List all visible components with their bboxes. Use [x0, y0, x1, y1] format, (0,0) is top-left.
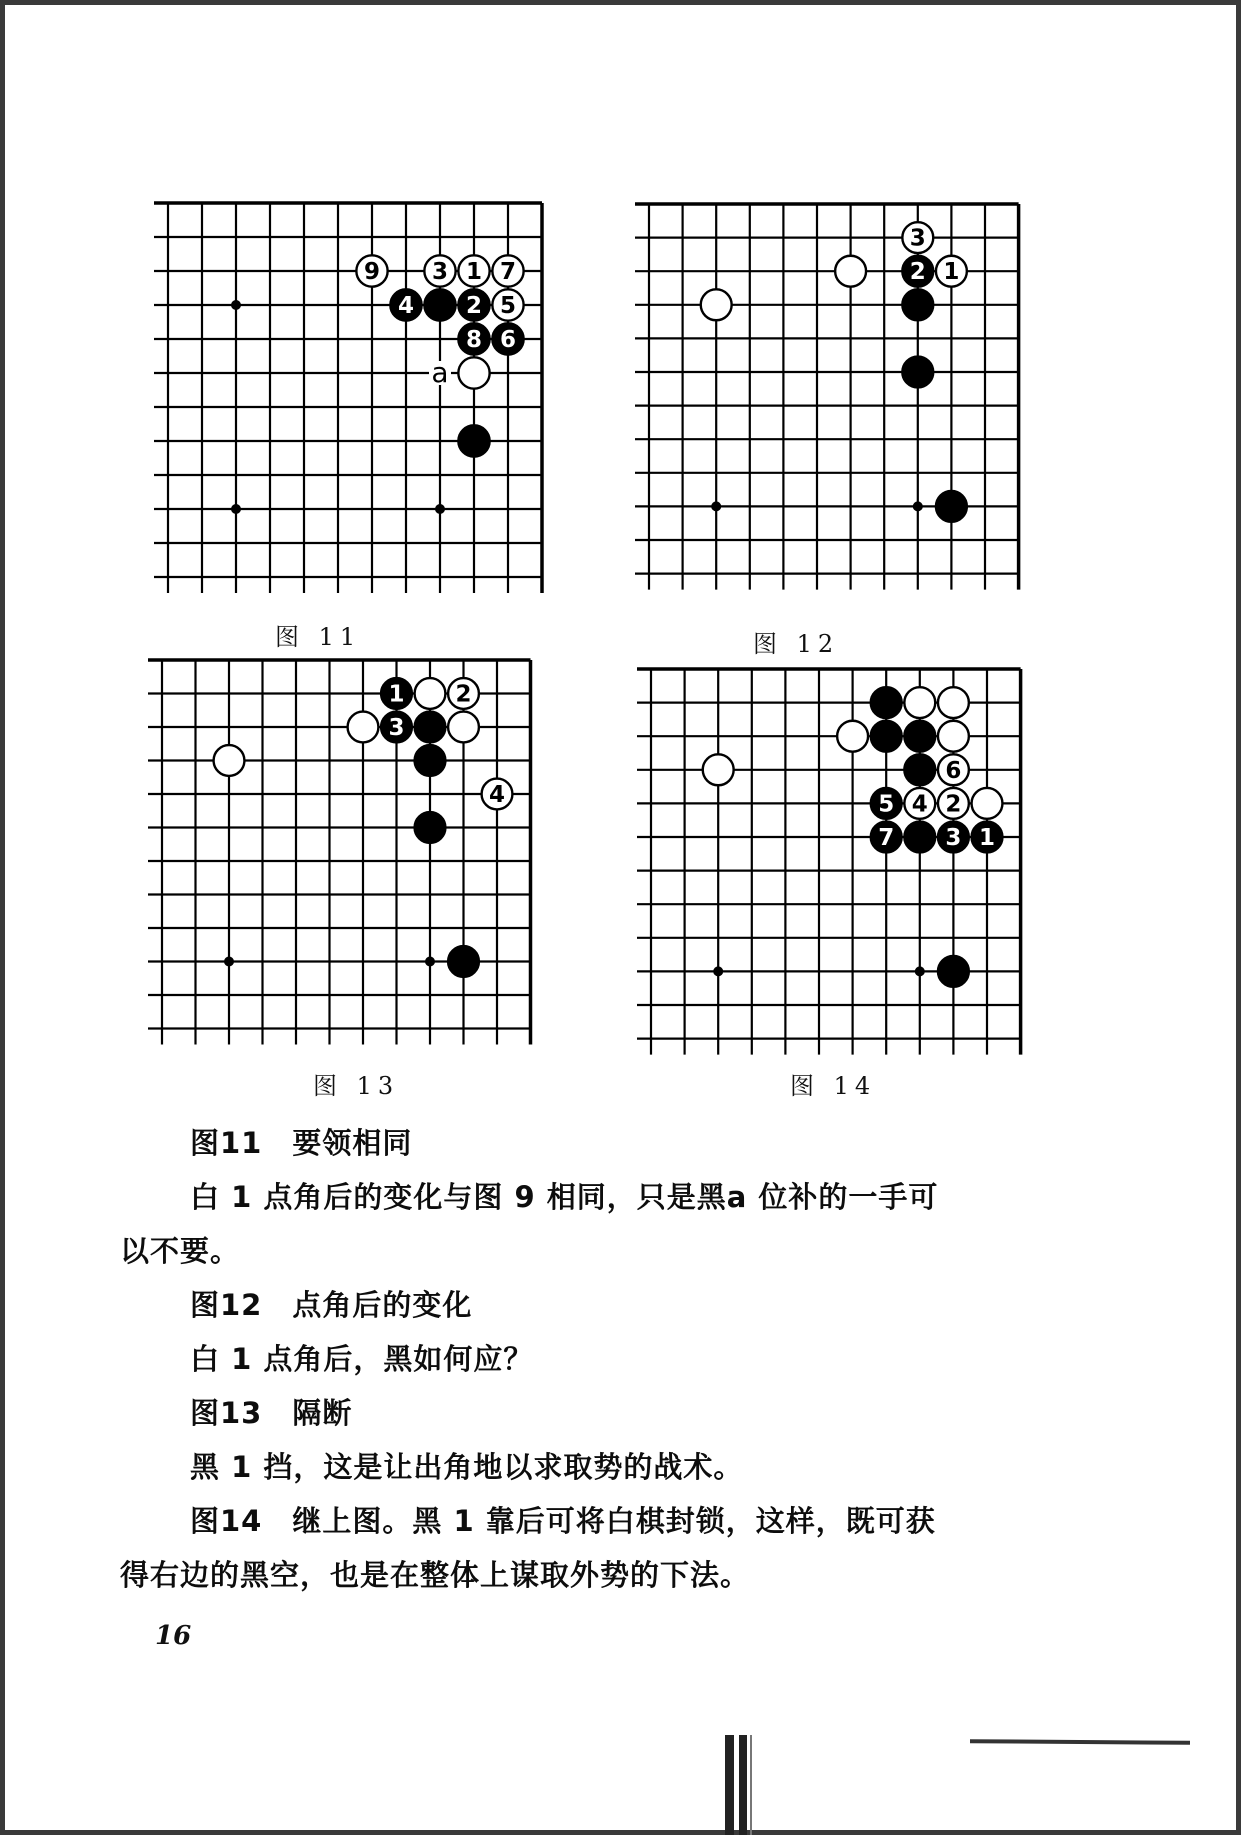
- white-stone-4: [904, 788, 935, 819]
- black-stone-8: [458, 323, 489, 354]
- svg-text:3: 3: [945, 825, 962, 851]
- svg-text:4: 4: [397, 293, 415, 319]
- book-page: [5, 5, 1236, 1830]
- black-stone-3: [938, 822, 969, 853]
- black-stone: [904, 754, 935, 785]
- black-stone: [424, 289, 455, 320]
- svg-text:7: 7: [878, 825, 895, 851]
- svg-text:2: 2: [945, 791, 962, 818]
- white-stone-9: [356, 255, 387, 286]
- svg-text:1: 1: [465, 259, 483, 285]
- heading-fig12: [190, 1283, 472, 1324]
- white-stone-5: [492, 289, 523, 320]
- paragraph-fig12-line1: 白 1 点角后，黑如何应？: [190, 1342, 534, 1376]
- white-stone: [972, 788, 1003, 819]
- white-stone-2: [448, 678, 479, 709]
- paragraph-fig14-line1: [190, 1499, 936, 1540]
- black-stone-4: [390, 289, 421, 320]
- svg-text:7: 7: [499, 259, 517, 285]
- white-stone: [348, 712, 379, 743]
- board-marker-label: a: [431, 356, 449, 389]
- star-point: [915, 966, 925, 976]
- heading-fig13-title: 隔断: [292, 1396, 353, 1430]
- svg-text:5: 5: [878, 791, 895, 818]
- heading-fig12-number: 图12: [190, 1288, 263, 1322]
- star-point: [231, 300, 241, 310]
- svg-text:2: 2: [455, 681, 472, 708]
- white-stone-3: [424, 255, 455, 286]
- black-stone: [938, 956, 969, 987]
- white-stone: [703, 754, 734, 785]
- heading-fig13-number: 图13: [190, 1396, 263, 1430]
- paragraph-fig14-line2: 得右边的黑空，也是在整体上谋取外势的下法。: [120, 1558, 751, 1592]
- svg-text:2: 2: [909, 259, 926, 286]
- star-point: [425, 957, 435, 967]
- star-point: [435, 504, 445, 514]
- black-stone: [902, 289, 933, 320]
- svg-text:2: 2: [465, 293, 483, 319]
- black-stone: [415, 712, 446, 743]
- white-stone-1: [458, 255, 489, 286]
- black-stone-5: [871, 788, 902, 819]
- caption-fig14: 图 14: [790, 1072, 877, 1100]
- paragraph-fig11-line1: 白 1 点角后的变化与图 9 相同，只是黑a 位补的一手可: [190, 1180, 939, 1214]
- binding-scan-artifact: [723, 1735, 763, 1835]
- heading-fig14-number: 图14: [190, 1504, 263, 1538]
- svg-text:9: 9: [363, 259, 381, 285]
- black-stone-1: [381, 678, 412, 709]
- svg-text:6: 6: [945, 757, 962, 784]
- svg-text:4: 4: [911, 791, 928, 818]
- star-point: [913, 501, 923, 511]
- black-stone-2: [902, 256, 933, 287]
- white-stone: [837, 721, 868, 752]
- heading-fig11-number: 图11: [190, 1126, 263, 1160]
- white-stone: [835, 256, 866, 287]
- svg-text:5: 5: [499, 293, 517, 319]
- black-stone: [458, 425, 489, 456]
- black-stone-6: [492, 323, 523, 354]
- heading-fig11: [190, 1121, 412, 1162]
- page-number: 16: [155, 1621, 192, 1651]
- paragraph-fig11-line2: 以不要。: [120, 1234, 241, 1268]
- heading-fig12-title: 点角后的变化: [292, 1288, 473, 1322]
- black-stone-3: [381, 712, 412, 743]
- white-stone: [938, 687, 969, 718]
- caption-fig13: 图 13: [313, 1072, 400, 1100]
- white-stone-2: [938, 788, 969, 819]
- star-point: [713, 966, 723, 976]
- white-stone: [415, 678, 446, 709]
- heading-fig11-title: 要领相同: [292, 1126, 413, 1160]
- svg-text:1: 1: [388, 681, 405, 708]
- white-stone: [938, 721, 969, 752]
- white-stone: [214, 745, 245, 776]
- scan-rule-artifact: [970, 1739, 1190, 1745]
- svg-text:4: 4: [488, 782, 506, 808]
- svg-text:1: 1: [943, 259, 960, 286]
- caption-fig11: 图 11: [275, 623, 362, 651]
- black-stone-7: [871, 822, 902, 853]
- svg-text:3: 3: [431, 259, 449, 285]
- white-stone-7: [492, 255, 523, 286]
- svg-text:8: 8: [465, 327, 483, 353]
- star-point: [224, 957, 234, 967]
- svg-text:6: 6: [499, 327, 517, 353]
- black-stone: [904, 822, 935, 853]
- black-stone: [448, 946, 479, 977]
- black-stone-2: [458, 289, 489, 320]
- black-stone: [871, 721, 902, 752]
- svg-text:1: 1: [978, 825, 996, 851]
- white-stone-4: [482, 779, 513, 810]
- white-stone: [701, 289, 732, 320]
- black-stone-1: [972, 822, 1003, 853]
- black-stone: [902, 357, 933, 388]
- star-point: [711, 501, 721, 511]
- go-board-fig14: [637, 664, 1025, 1055]
- black-stone: [415, 812, 446, 843]
- white-stone-1: [936, 256, 967, 287]
- paragraph-fig14-text: 继上图。黑 1 靠后可将白棋封锁，这样，既可获: [292, 1504, 936, 1538]
- white-stone-3: [902, 222, 933, 253]
- heading-fig13: [190, 1391, 352, 1432]
- paragraph-fig13-line1: 黑 1 挡，这是让出角地以求取势的战术。: [190, 1450, 744, 1484]
- white-stone-6: [938, 754, 969, 785]
- go-board-fig11: [154, 198, 546, 593]
- svg-text:3: 3: [909, 225, 926, 252]
- black-stone: [871, 687, 902, 718]
- star-point: [231, 504, 241, 514]
- svg-text:3: 3: [388, 715, 405, 741]
- white-stone: [458, 357, 489, 388]
- white-stone: [904, 687, 935, 718]
- white-stone: [448, 712, 479, 743]
- black-stone: [904, 721, 935, 752]
- black-stone: [936, 491, 967, 522]
- go-board-fig12: [635, 199, 1023, 590]
- go-board-fig13: [148, 655, 535, 1045]
- black-stone: [415, 745, 446, 776]
- caption-fig12: 图 12: [753, 630, 840, 658]
